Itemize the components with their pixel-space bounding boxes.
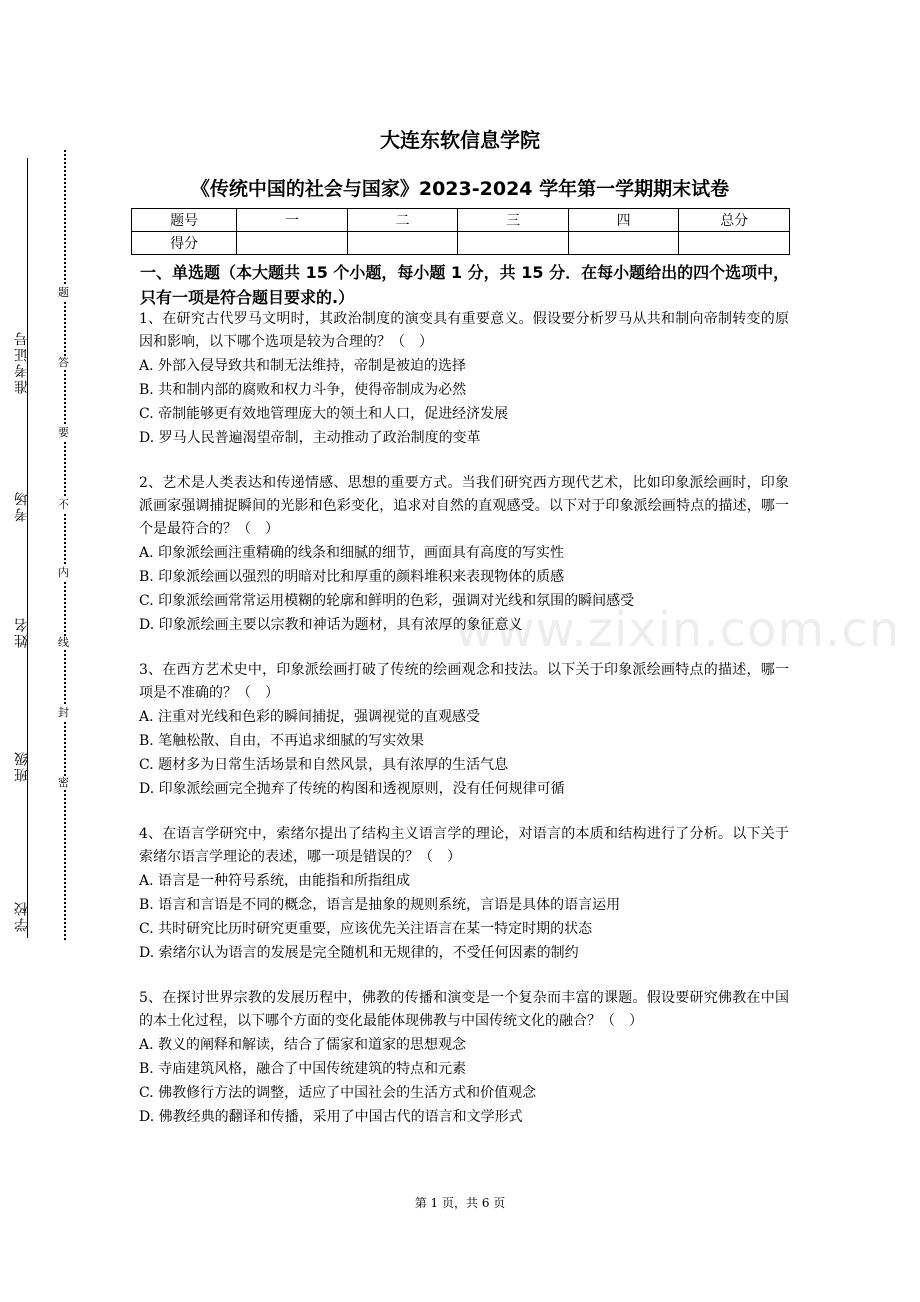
question-option: D. 罗马人民普遍渴望帝制，主动推动了政治制度的变革 <box>139 430 481 446</box>
exam-number-label: 准考证号 <box>14 330 30 394</box>
question-option: D. 佛教经典的翻译和传播，采用了中国古代的语言和文学形式 <box>139 1109 523 1125</box>
question-option: D. 印象派绘画主要以宗教和神话为题材，具有浓厚的象征意义 <box>139 617 523 633</box>
question-stem: 4、在语言学研究中，索绪尔提出了结构主义语言学的理论，对语言的本质和结构进行了分析。以下关于索绪尔语言学理论的表述，哪一项是错误的？（ ） <box>139 826 789 865</box>
question-option: C. 佛教修行方法的调整，适应了中国社会的生活方式和价值观念 <box>139 1085 537 1101</box>
score-table <box>131 208 790 255</box>
seal-char: 要 <box>58 426 69 439</box>
question-item <box>139 823 789 965</box>
question-list <box>139 308 789 1151</box>
exam-room-field[interactable] <box>12 490 32 522</box>
score-header-cell: 二 <box>347 209 458 232</box>
question-stem: 1、在研究古代罗马文明时，其政治制度的演变具有重要意义。假设要分析罗马从共和制向帝制转变的原因和影响，以下哪个选项是较为合理的？（ ） <box>139 311 789 350</box>
question-option: A. 注重对光线和色彩的瞬间捕捉，强调视觉的直观感受 <box>139 709 481 725</box>
score-row-label: 得分 <box>132 232 237 255</box>
school-field[interactable] <box>12 900 32 932</box>
score-input-cell[interactable] <box>568 232 679 255</box>
question-item <box>139 308 789 450</box>
question-option: C. 题材多为日常生活场景和自然风景，具有浓厚的生活气息 <box>139 757 509 773</box>
score-header-cell: 总分 <box>679 209 790 232</box>
seal-char: 不 <box>58 498 69 511</box>
question-stem: 2、艺术是人类表达和传递情感、思想的重要方式。当我们研究西方现代艺术，比如印象派绘画时，印象派画家强调捕捉瞬间的光影和色彩变化，追求对自然的直观感受。以下对于印象派绘画特点的描述，哪一个是最符合的？（ ） <box>139 475 789 537</box>
question-option: A. 外部入侵导致共和制无法维持，帝制是被迫的选择 <box>139 358 467 374</box>
seal-char: 线 <box>58 636 69 649</box>
name-label: 姓名 <box>14 616 30 648</box>
watermark: www.zixin.com.cn <box>455 602 901 658</box>
question-stem: 3、在西方艺术史中，印象派绘画打破了传统的绘画观念和技法。以下关于印象派绘画特点的描述，哪一项是不准确的？（ ） <box>139 662 789 701</box>
question-option: C. 帝制能够更有效地管理庞大的领土和人口，促进经济发展 <box>139 406 509 422</box>
question-option: A. 印象派绘画注重精确的线条和细腻的细节，画面具有高度的写实性 <box>139 545 565 561</box>
name-field[interactable] <box>12 616 32 648</box>
score-table-score-row <box>132 232 790 255</box>
seal-char: 密 <box>58 776 69 789</box>
binding-dotted-line <box>64 150 66 940</box>
question-option: B. 印象派绘画以强烈的明暗对比和厚重的颜料堆积来表现物体的质感 <box>139 569 565 585</box>
seal-char: 内 <box>58 566 69 579</box>
school-label: 学校 <box>14 900 30 932</box>
score-input-cell[interactable] <box>347 232 458 255</box>
question-option: B. 寺庙建筑风格，融合了中国传统建筑的特点和元素 <box>139 1061 467 1077</box>
question-option: B. 共和制内部的腐败和权力斗争，使得帝制成为必然 <box>139 382 467 398</box>
question-option: A. 语言是一种符号系统，由能指和所指组成 <box>139 873 411 889</box>
question-option: C. 印象派绘画常常运用模糊的轮廓和鲜明的色彩，强调对光线和氛围的瞬间感受 <box>139 593 635 609</box>
score-header-cell: 一 <box>237 209 348 232</box>
question-option: B. 笔触松散、自由，不再追求细腻的写实效果 <box>139 733 425 749</box>
class-field[interactable] <box>12 750 32 782</box>
question-option: D. 印象派绘画完全抛弃了传统的构图和透视原则，没有任何规律可循 <box>139 781 565 797</box>
seal-char: 答 <box>58 356 69 369</box>
question-option: D. 索绪尔认为语言的发展是完全随机和无规律的，不受任何因素的制约 <box>139 945 579 961</box>
binding-left-rule <box>27 158 28 938</box>
question-item <box>139 659 789 801</box>
score-input-cell[interactable] <box>237 232 348 255</box>
school-title: 大连东软信息学院 <box>380 128 540 152</box>
question-option: B. 语言和言语是不同的概念，语言是抽象的规则系统，言语是具体的语言运用 <box>139 897 621 913</box>
score-header-cell: 四 <box>568 209 679 232</box>
page-footer: 第 1 页，共 6 页 <box>414 1196 506 1210</box>
question-option: C. 共时研究比历时研究更重要，应该优先关注语言在某一特定时期的状态 <box>139 921 593 937</box>
score-input-cell[interactable] <box>458 232 569 255</box>
exam-title: 《传统中国的社会与国家》2023-2024 学年第一学期期末试卷 <box>190 178 730 200</box>
seal-char: 题 <box>58 286 69 299</box>
exam-room-label: 考场 <box>14 490 30 522</box>
question-stem: 5、在探讨世界宗教的发展历程中，佛教的传播和演变是一个复杂而丰富的课题。假设要研究佛教在中国的本土化过程，以下哪个方面的变化最能体现佛教与中国传统文化的融合？（ ） <box>139 990 789 1029</box>
section-heading: 一、单选题（本大题共 15 个小题，每小题 1 分，共 15 分．在每小题给出的四个选项中，只有一项是符合题目要求的.） <box>140 263 790 307</box>
score-table-header-row <box>132 209 790 232</box>
score-input-cell[interactable] <box>679 232 790 255</box>
exam-number-field[interactable] <box>12 330 32 394</box>
score-header-cell: 题号 <box>132 209 237 232</box>
score-header-cell: 三 <box>458 209 569 232</box>
question-option: A. 教义的阐释和解读，结合了儒家和道家的思想观念 <box>139 1037 467 1053</box>
class-label: 班级 <box>14 750 30 782</box>
seal-char: 封 <box>58 706 69 719</box>
question-item <box>139 987 789 1129</box>
